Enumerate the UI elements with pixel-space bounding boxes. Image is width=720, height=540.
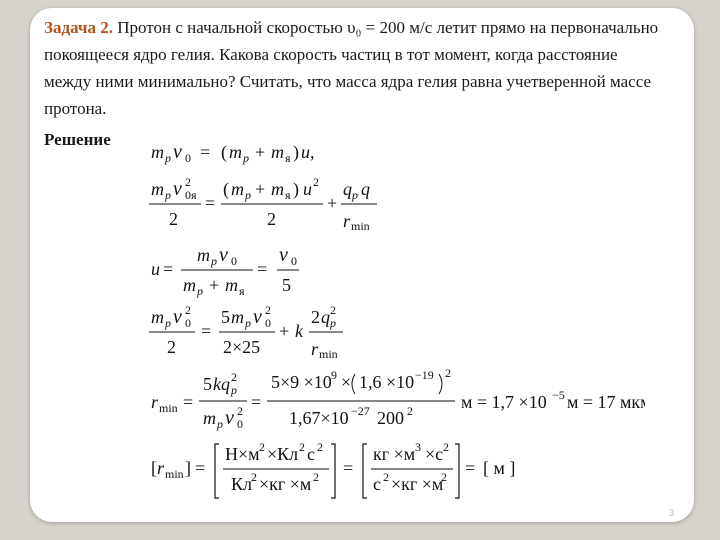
svg-text:2: 2 <box>299 440 305 454</box>
svg-text:u: u <box>151 259 160 279</box>
svg-text:2: 2 <box>167 337 176 357</box>
svg-text:2: 2 <box>267 209 276 229</box>
formula-units <box>145 440 525 507</box>
svg-text:=: = <box>200 142 211 162</box>
svg-text:2: 2 <box>311 307 320 327</box>
svg-text:q: q <box>361 179 370 199</box>
svg-text:=: = <box>251 392 262 412</box>
svg-text:0: 0 <box>237 417 243 431</box>
formula-rmin-result <box>145 368 645 439</box>
svg-text:9: 9 <box>331 368 337 382</box>
svg-text:+: + <box>255 142 266 162</box>
svg-text:(: ( <box>221 142 227 162</box>
svg-text:с: с <box>373 474 381 494</box>
svg-text:v: v <box>219 244 228 266</box>
svg-text:м = 1,7 ×10: м = 1,7 ×10 <box>461 392 547 412</box>
svg-text:m: m <box>231 307 244 327</box>
svg-text:1,6 ×10: 1,6 ×10 <box>359 372 415 392</box>
svg-text:m: m <box>271 142 284 162</box>
svg-text:min: min <box>165 467 184 481</box>
svg-text:+: + <box>279 321 290 341</box>
svg-text:[: [ <box>151 458 157 478</box>
svg-text:p: p <box>165 316 171 330</box>
svg-text:5: 5 <box>221 307 230 327</box>
svg-text:Н×м: Н×м <box>225 444 260 464</box>
problem-text: Протон с начальной скоростью υ₀ = 200 м/с летит прямо на первоначально покоящееся ядро гелия. Какова скорость частиц в тот момент, когда расстояние между ними минимально? Считать, что масса ядра гелия равна учетверенной массе протона. <box>44 18 659 118</box>
svg-text:v: v <box>253 306 262 328</box>
svg-text:(: ( <box>223 179 229 199</box>
svg-text:×: × <box>341 372 352 392</box>
svg-text:=: = <box>195 458 206 478</box>
svg-text:u: u <box>303 179 312 199</box>
svg-text:v: v <box>225 407 234 429</box>
svg-text:p: p <box>352 188 358 202</box>
svg-text:p: p <box>243 151 249 165</box>
svg-text:−19: −19 <box>415 368 434 382</box>
svg-text:0я: 0я <box>185 188 197 202</box>
svg-text:+: + <box>209 275 220 295</box>
svg-text:m: m <box>197 245 210 265</box>
svg-text:p: p <box>245 316 251 330</box>
svg-text:=: = <box>205 193 216 213</box>
svg-text:с: с <box>307 444 315 464</box>
svg-text:q: q <box>321 307 330 327</box>
svg-text:я: я <box>239 284 245 298</box>
svg-text:2×25: 2×25 <box>223 337 261 357</box>
svg-text:×кг ×м: ×кг ×м <box>391 474 444 494</box>
svg-text:×кг ×м: ×кг ×м <box>259 474 312 494</box>
svg-text:=: = <box>343 458 354 478</box>
svg-text:[ м ]: [ м ] <box>483 458 516 478</box>
svg-text:k: k <box>295 321 303 341</box>
svg-text:0: 0 <box>231 254 237 268</box>
svg-text:×Кл: ×Кл <box>267 444 299 464</box>
svg-text:2: 2 <box>237 404 243 418</box>
svg-text:2: 2 <box>445 368 451 380</box>
svg-text:0: 0 <box>291 254 297 268</box>
svg-text:=: = <box>183 392 194 412</box>
problem-statement <box>44 14 664 122</box>
svg-text:]: ] <box>185 458 191 478</box>
task-label: Задача 2. <box>44 18 113 37</box>
svg-text:2: 2 <box>383 470 389 484</box>
svg-text:0: 0 <box>185 151 191 165</box>
svg-text:u,: u, <box>301 142 315 162</box>
svg-text:кг ×м: кг ×м <box>373 444 416 464</box>
svg-text:=: = <box>163 259 174 279</box>
svg-text:2: 2 <box>441 470 447 484</box>
svg-text:2: 2 <box>330 303 336 317</box>
svg-text:m: m <box>203 408 216 428</box>
svg-text:+: + <box>255 179 266 199</box>
svg-text:2: 2 <box>443 440 449 454</box>
svg-text:3: 3 <box>415 440 421 454</box>
svg-text:v: v <box>279 244 288 266</box>
svg-text:2: 2 <box>185 303 191 317</box>
svg-text:q: q <box>343 179 352 199</box>
svg-text:−27: −27 <box>351 404 370 418</box>
svg-text:kq: kq <box>213 374 230 394</box>
svg-text:v: v <box>173 306 182 328</box>
svg-text:2: 2 <box>317 440 323 454</box>
svg-text:r: r <box>311 339 319 359</box>
svg-text:r: r <box>157 458 165 478</box>
svg-text:m: m <box>151 142 164 162</box>
svg-text:r: r <box>151 392 159 412</box>
svg-text:p: p <box>330 316 336 330</box>
formula-energy-substituted <box>145 303 365 370</box>
svg-text:min: min <box>319 347 338 361</box>
svg-text:=: = <box>465 458 476 478</box>
svg-text:): ) <box>293 179 299 199</box>
svg-text:min: min <box>351 219 370 233</box>
formula-momentum <box>145 138 345 173</box>
svg-text:m: m <box>151 179 164 199</box>
svg-text:m: m <box>271 179 284 199</box>
svg-text:p: p <box>211 254 217 268</box>
svg-text:2: 2 <box>169 209 178 229</box>
svg-text:): ) <box>293 142 299 162</box>
svg-text:5: 5 <box>282 275 291 295</box>
svg-text:2: 2 <box>265 303 271 317</box>
svg-text:5×9 ×10: 5×9 ×10 <box>271 372 332 392</box>
svg-text:+: + <box>327 193 338 213</box>
svg-text:0: 0 <box>265 316 271 330</box>
svg-text:2: 2 <box>313 470 319 484</box>
svg-text:p: p <box>231 383 237 397</box>
svg-text:я: я <box>285 151 291 165</box>
svg-text:Кл: Кл <box>231 474 252 494</box>
svg-text:v: v <box>173 141 182 163</box>
svg-text:m: m <box>183 275 196 295</box>
svg-text:5: 5 <box>203 374 212 394</box>
svg-text:−5: −5 <box>552 388 565 402</box>
svg-text:m: m <box>225 275 238 295</box>
page-number: 3 <box>668 508 674 518</box>
svg-text:×с: ×с <box>425 444 444 464</box>
svg-text:2: 2 <box>185 175 191 189</box>
svg-text:2: 2 <box>407 404 413 418</box>
formula-velocity <box>145 243 345 308</box>
svg-text:2: 2 <box>313 175 319 189</box>
svg-text:2: 2 <box>259 440 265 454</box>
svg-text:2: 2 <box>231 370 237 384</box>
svg-text:0: 0 <box>185 316 191 330</box>
svg-text:=: = <box>201 321 212 341</box>
svg-text:м = 17 мкм: м = 17 мкм <box>567 392 645 412</box>
svg-text:m: m <box>151 307 164 327</box>
formula-energy <box>145 175 405 242</box>
svg-text:v: v <box>173 178 182 200</box>
svg-text:p: p <box>245 188 251 202</box>
svg-text:p: p <box>217 417 223 431</box>
svg-text:я: я <box>285 188 291 202</box>
svg-text:p: p <box>165 188 171 202</box>
svg-text:p: p <box>165 151 171 165</box>
svg-text:1,67×10: 1,67×10 <box>289 408 349 428</box>
svg-text:m: m <box>229 142 242 162</box>
solution-label: Решение <box>44 130 111 149</box>
svg-text:2: 2 <box>251 470 257 484</box>
svg-text:r: r <box>343 211 351 231</box>
svg-text:=: = <box>257 259 268 279</box>
svg-text:m: m <box>231 179 244 199</box>
svg-text:min: min <box>159 401 178 415</box>
svg-text:p: p <box>197 284 203 298</box>
svg-text:200: 200 <box>377 408 404 428</box>
